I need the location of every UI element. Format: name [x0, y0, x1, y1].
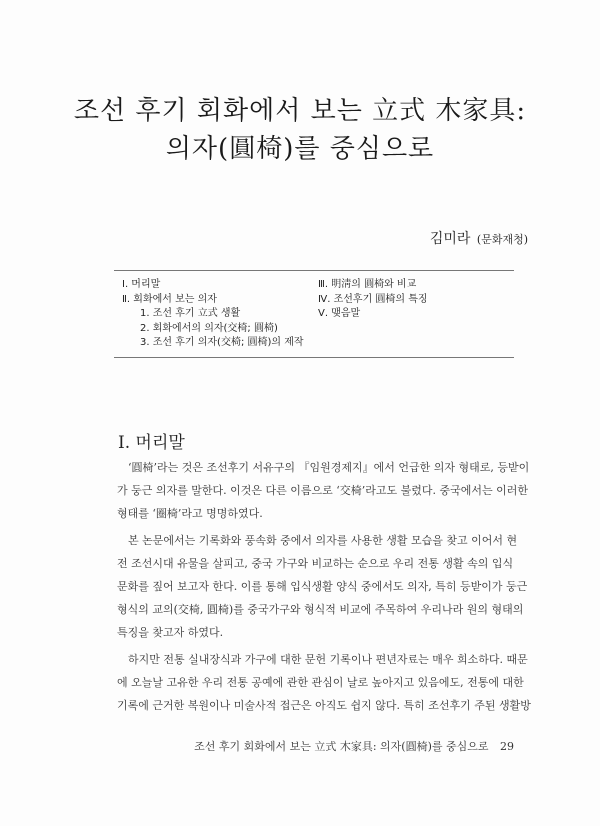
toc-item: Ⅲ. 明淸의 圓椅와 비교 — [318, 279, 417, 290]
body-text — [117, 456, 531, 717]
toc-top-rule — [114, 270, 514, 271]
title-line-2: 의자(圓椅)를 중심으로 — [165, 134, 435, 164]
body-line: 가 둥근 의자를 말한다. 이것은 다른 이름으로 ‘交椅’라고도 불렸다. 중국에서는 이러한 — [117, 484, 528, 497]
body-line: ‘圓椅’라는 것은 조선후기 서유구의 『임원경제지』에서 언급한 의자 형태로, 등받이 — [128, 461, 530, 474]
toc-bottom-rule — [114, 357, 514, 358]
author-name: 김미라 — [429, 231, 471, 247]
body-line: 형태를 ‘圈椅’라고 명명하였다. — [117, 507, 263, 520]
body-line: 본 논문에서는 기록화와 풍속화 중에서 의자를 사용한 생활 모습을 찾고 이어서 현 — [128, 534, 518, 547]
toc-item: Ⅰ. 머리말 — [122, 279, 161, 290]
body-line: 에 오늘날 고유한 우리 전통 공예에 관한 관심이 날로 높아지고 있음에도, 전통에 대한 — [117, 676, 524, 689]
body-line: 하지만 전통 실내장식과 가구에 대한 문헌 기록이나 편년자료는 매우 희소하다. 때문 — [128, 653, 528, 666]
toc-right-column — [318, 278, 428, 322]
body-line: 형식의 교의(交椅, 圓椅)를 중국가구와 형식적 비교에 주목하여 우리나라 원의 형태의 — [117, 603, 524, 616]
author — [430, 228, 528, 248]
page-footer — [194, 738, 514, 754]
body-line: 기록에 근거한 복원이나 미술사적 접근은 아직도 쉽지 않다. 특히 조선후기 주된 생활방 — [117, 699, 531, 712]
body-line: 특징을 찾고자 하였다. — [117, 626, 224, 639]
body-line: 문화를 짚어 보고자 한다. 이를 통해 입식생활 양식 중에서도 의자, 특히 등받이가 둥근 — [117, 580, 528, 593]
toc-item: Ⅳ. 조선후기 圓椅의 특징 — [318, 293, 428, 305]
running-title: 조선 후기 회화에서 보는 立式 木家具: 의자(圓椅)를 중심으로 — [194, 740, 489, 753]
author-affiliation: (문화재청) — [476, 233, 528, 246]
toc-item: 3. 조선 후기 의자(交椅; 圓椅)의 제작 — [140, 337, 304, 348]
title-line-1: 조선 후기 회화에서 보는 立式 木家具: — [73, 96, 527, 126]
toc-left-column — [122, 278, 304, 351]
toc-item: 1. 조선 후기 立式 생활 — [140, 308, 241, 319]
toc-item: Ⅴ. 맺음말 — [318, 308, 361, 319]
toc-item: Ⅱ. 회화에서 보는 의자 — [122, 293, 217, 305]
section-heading: Ⅰ. 머리말 — [118, 433, 185, 453]
body-line: 전 조선시대 유물을 살피고, 중국 가구와 비교하는 순으로 우리 전통 생활 속의 입식 — [117, 557, 514, 570]
toc-item: 2. 회화에서의 의자(交椅; 圓椅) — [140, 322, 278, 334]
page-number: 29 — [500, 740, 514, 753]
